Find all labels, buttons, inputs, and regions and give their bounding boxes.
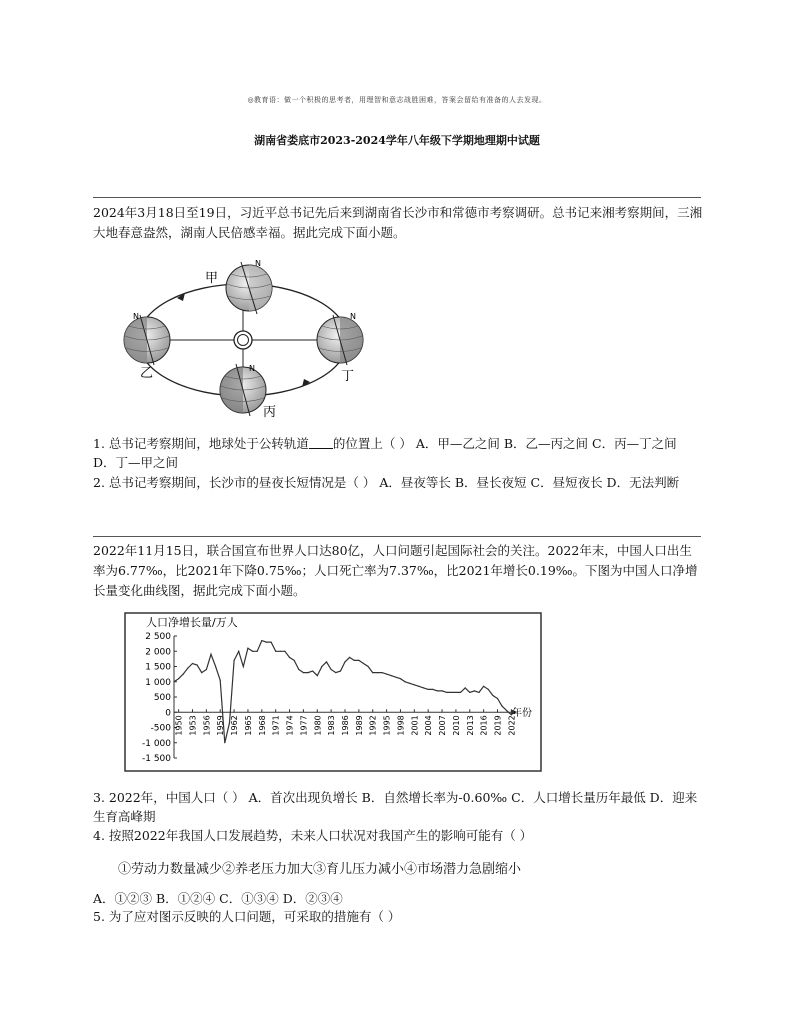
data-point (243, 666, 244, 667)
data-point (428, 689, 429, 690)
pole-label-bing: N (249, 364, 255, 373)
q4-answers: A．①②③ B．①②④ C．①③④ D．②③④ (93, 891, 343, 906)
data-point (372, 672, 373, 673)
data-point (257, 651, 258, 652)
data-point (377, 672, 378, 673)
data-point (446, 692, 447, 693)
data-point (252, 651, 253, 652)
x-tick-label: 2013 (465, 715, 475, 736)
data-point (298, 669, 299, 670)
x-axis-label: 年份 (512, 708, 532, 719)
x-tick-label: 2001 (410, 715, 420, 736)
data-point (386, 674, 387, 675)
data-point (261, 640, 262, 641)
pole-label-ding: N (350, 312, 356, 321)
data-point (275, 651, 276, 652)
data-point (215, 666, 216, 667)
data-point (220, 680, 221, 681)
data-point (349, 657, 350, 658)
data-point (469, 692, 470, 693)
data-point (465, 687, 466, 688)
x-tick-label: 1989 (354, 715, 364, 736)
earth-globe-yi (124, 315, 170, 365)
x-tick-label: 1968 (257, 715, 267, 736)
y-tick-label: 500 (153, 693, 171, 703)
data-point (344, 661, 345, 662)
data-point (418, 686, 419, 687)
question-3: 3. 2022年，中国人口（ ） A．首次出现负增长 B．自然增长率为-0.60‰ C．人口增长量历年最低 D．迎来生育高峰期 (93, 790, 698, 824)
data-point (354, 660, 355, 661)
data-point (432, 689, 433, 690)
data-point (474, 690, 475, 691)
data-point (497, 698, 498, 699)
q1-answer-blank[interactable] (309, 436, 333, 449)
data-point (289, 657, 290, 658)
data-point (224, 742, 225, 743)
q1-text-after: 的位置上（ ） A．甲—乙之间 B．乙—丙之间 C．丙—丁之间 D．丁—甲之间 (93, 436, 677, 470)
data-point (312, 670, 313, 671)
x-tick-label: 1980 (313, 715, 323, 736)
data-point (247, 648, 248, 649)
x-tick-label: 1959 (216, 715, 226, 736)
data-point (404, 681, 405, 682)
x-tick-label: 1974 (285, 715, 295, 736)
data-point (400, 678, 401, 679)
x-tick-label: 2010 (451, 715, 461, 736)
data-point (294, 660, 295, 661)
data-point (233, 660, 234, 661)
x-tick-label: 1977 (299, 715, 309, 736)
data-point (206, 669, 207, 670)
data-point (506, 710, 507, 711)
section-divider (93, 536, 701, 537)
y-tick-label: -1 000 (141, 738, 171, 749)
q1-text-before: 1. 总书记考察期间，地球处于公转轨道 (93, 436, 309, 451)
section1-intro: 2024年3月18日至19日，习近平总书记先后来到湖南省长沙市和常德市考察调研。总书记来湘考察期间，三湘大地春意盎然，湖南人民倍感幸福。据此完成下面小题。 (93, 205, 703, 240)
data-point (414, 684, 415, 685)
data-point (437, 690, 438, 691)
data-point (210, 654, 211, 655)
x-tick-label: 2007 (438, 715, 448, 736)
data-point (409, 683, 410, 684)
data-point (395, 677, 396, 678)
x-tick-label: 1950 (174, 715, 184, 736)
data-point (478, 692, 479, 693)
y-tick-label: -500 (150, 723, 171, 734)
x-tick-label: 1986 (341, 715, 350, 736)
x-tick-label: 1998 (396, 715, 406, 736)
page-title: 湖南省娄底市2023-2024学年八年级下学期地理期中试题 (254, 134, 540, 147)
x-tick-label: 1953 (188, 715, 198, 736)
x-tick-label: 2004 (424, 715, 434, 736)
x-tick-label: 1983 (327, 715, 337, 736)
question-1 (93, 434, 703, 472)
question-2: 2. 总书记考察期间，长沙市的昼夜长短情况是（ ） A．昼夜等长 B．昼长夜短 C．昼短夜长 D．无法判断 (93, 475, 680, 490)
data-point (423, 687, 424, 688)
data-point (317, 675, 318, 676)
x-tick-label: 2016 (479, 715, 489, 736)
chart-title: 人口净增长量/万人 (146, 616, 238, 629)
data-point (270, 642, 271, 643)
label-bing: 丙 (263, 405, 277, 420)
data-point (488, 689, 489, 690)
question-5: 5. 为了应对图示反映的人口问题，可采取的措施有（ ） (93, 909, 401, 924)
x-tick-label: 1971 (271, 715, 281, 736)
pole-label-yi: N (133, 312, 139, 321)
x-tick-label: 1956 (202, 715, 212, 736)
data-point (331, 669, 332, 670)
x-tick-label: 1995 (382, 715, 392, 736)
data-point (173, 681, 174, 682)
question-4: 4. 按照2022年我国人口发展趋势，未来人口状况对我国产生的影响可能有（ ） (93, 828, 533, 843)
y-tick-label: -1 500 (141, 754, 171, 764)
data-point (326, 661, 327, 662)
data-point (502, 706, 503, 707)
earth-globe-ding (317, 315, 363, 365)
section-divider (93, 197, 701, 198)
data-point (368, 666, 369, 667)
data-point (455, 692, 456, 693)
earth-globe-bing (220, 364, 266, 416)
data-point (340, 670, 341, 671)
motto-line: ◎教育语：做一个积极的思考者，用理智和意志战胜困难，答案会留给有准备的人去发现。 (247, 96, 547, 104)
section2-intro: 2022年11月15日，联合国宣布世界人口达80亿，人口问题引起国际社会的关注。2022年末，中国人口出生率为6.77‰，比2021年下降0.75‰；人口死亡率为7.37‰，比2021年增长0.19‰。下图为中国人口净增长量变化曲线图，据此完成下面小题。 (93, 543, 698, 598)
data-point (187, 667, 188, 668)
x-tick-label: 2022 (507, 715, 517, 736)
data-point (238, 651, 239, 652)
y-tick-label: 0 (165, 708, 171, 719)
label-yi: 乙 (140, 366, 154, 381)
earth-orbit-diagram (115, 258, 380, 423)
x-tick-label: 1965 (243, 715, 253, 736)
x-tick-label: 1962 (230, 715, 240, 736)
data-point (307, 672, 308, 673)
data-point (363, 663, 364, 664)
q4-options: ①劳动力数量减少②养老压力加大③育儿压力减小④市场潜力急剧缩小 (118, 862, 522, 877)
label-jia: 甲 (205, 271, 219, 286)
earth-globe-jia (226, 262, 272, 314)
y-tick-label: 1 000 (145, 677, 171, 688)
data-point (483, 686, 484, 687)
data-point (201, 672, 202, 673)
data-point (460, 692, 461, 693)
data-point (197, 664, 198, 665)
pole-label-jia: N (255, 259, 261, 268)
data-point (284, 651, 285, 652)
data-point (266, 642, 267, 643)
y-tick-label: 1 500 (145, 662, 171, 673)
data-point (358, 660, 359, 661)
label-ding: 丁 (341, 369, 355, 384)
data-point (492, 695, 493, 696)
y-tick-label: 2 500 (145, 632, 171, 642)
data-point (183, 674, 184, 675)
data-point (335, 672, 336, 673)
data-point (229, 722, 230, 723)
data-point (321, 666, 322, 667)
data-point (303, 672, 304, 673)
data-point (381, 672, 382, 673)
data-point (178, 678, 179, 679)
data-point (192, 663, 193, 664)
x-tick-label: 2019 (493, 715, 503, 736)
data-point (451, 692, 452, 693)
data-point (441, 690, 442, 691)
population-growth-chart (124, 612, 544, 774)
x-tick-label: 1992 (368, 715, 378, 736)
data-point (391, 675, 392, 676)
y-tick-label: 2 000 (145, 647, 171, 658)
data-point (280, 651, 281, 652)
